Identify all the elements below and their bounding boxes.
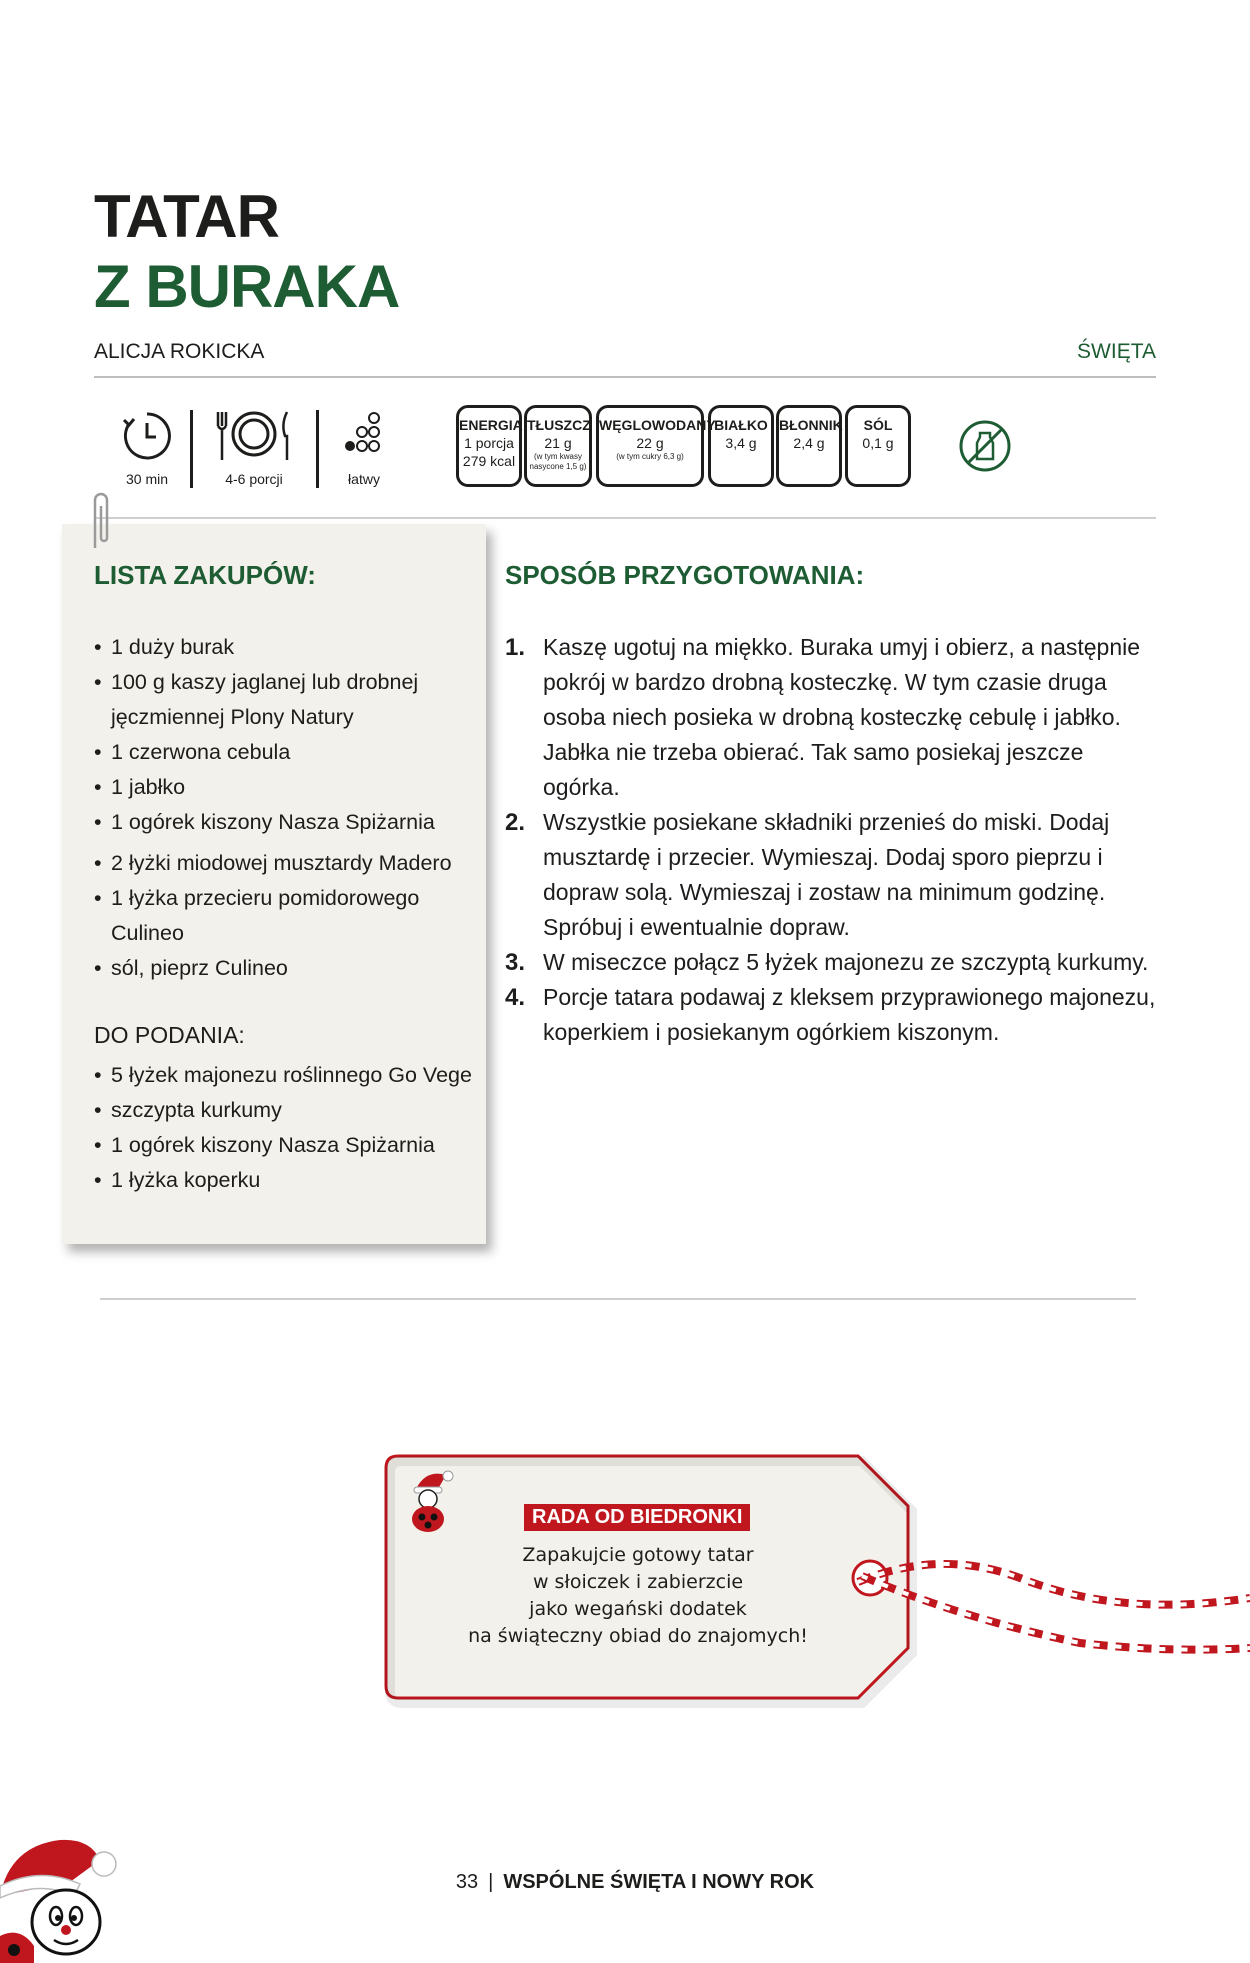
ingredient-item: • 100 g kaszy jaglanej lub drobnej jęczmiennej Plony Natury [94, 665, 474, 735]
divider [94, 517, 1156, 519]
step-number: 2. [505, 809, 526, 836]
nutrition-label: SÓL [863, 417, 893, 433]
difficulty-value: łatwy [348, 471, 380, 487]
nutrition-label: ENERGIA [459, 417, 523, 433]
nutrition-label: WĘGLOWODANY [599, 417, 716, 433]
ingredient-item: • sól, pieprz Culineo [94, 951, 474, 986]
category-label: ŚWIĘTA [1077, 340, 1156, 363]
step-item [505, 805, 1165, 945]
divider [190, 410, 193, 488]
tip-line: jako wegański dodatek [529, 1598, 747, 1620]
nutrition-note: (w tym kwasy nasycone 1,5 g) [529, 452, 587, 471]
plate-icon [212, 410, 296, 462]
divider [100, 1298, 1136, 1300]
ladybug-mascot-icon [0, 1826, 120, 1963]
preparation-heading: SPOSÓB PRZYGOTOWANIA: [505, 560, 865, 590]
divider [316, 410, 319, 488]
portions-meta [212, 410, 296, 487]
nutrition-value: 1 porcja [464, 435, 514, 451]
step-text: Wszystkie posiekane składniki przenieś do miski. Dodaj musztardę i przecier. Wymieszaj. Dodaj sporo pieprzu i dopraw solą. Wymieszaj i zostaw na minimum godzinę. Spróbuj i ewentualnie dopraw. [543, 809, 1110, 940]
nutrition-value: 0,1 g [862, 435, 894, 451]
tip-line: w słoiczek i zabierzcie [532, 1571, 744, 1593]
step-number: 4. [505, 984, 526, 1011]
ingredient-item: • 1 duży burak [94, 630, 474, 665]
ingredient-item: • 1 czerwona cebula [94, 735, 474, 770]
step-item [505, 980, 1165, 1050]
nutrition-value: 2,4 g [793, 435, 825, 451]
tip-line: Zapakujcie gotowy tatar [522, 1544, 754, 1566]
step-text: Porcje tatara podawaj z kleksem przyprawionego majonezu, koperkiem i posiekanym ogórkiem kiszonym. [543, 984, 1156, 1045]
portions-value: 4-6 porcji [225, 471, 283, 487]
ingredient-item: • 2 łyżki miodowej musztardy Madero [94, 846, 474, 881]
tip-line: na świąteczny obiad do znajomych! [468, 1625, 808, 1647]
nutrition-carbs [596, 405, 716, 487]
nutrition-note: (w tym cukry 6,3 g) [616, 452, 684, 461]
nutrition-fiber [776, 405, 842, 487]
time-value: 30 min [125, 471, 169, 487]
divider [94, 376, 1156, 378]
ingredient-item: • 1 łyżka przecieru pomidorowego Culineo [94, 881, 474, 951]
serving-heading: DO PODANIA: [94, 1022, 245, 1048]
tip-text [438, 1542, 838, 1650]
serving-item: • 5 łyżek majonezu roślinnego Go Vege [94, 1058, 474, 1093]
step-item [505, 945, 1165, 980]
author: ALICJA ROKICKA [94, 340, 265, 363]
recipe-title [94, 182, 399, 322]
page-number: 33 [455, 1871, 479, 1893]
page-footer: 33 | WSPÓLNE ŚWIĘTA I NOWY ROK [455, 1871, 815, 1893]
section-title: WSPÓLNE ŚWIĘTA I NOWY ROK [503, 1871, 815, 1893]
serving-item: • 1 ogórek kiszony Nasza Spiżarnia [94, 1128, 474, 1163]
nutrition-value: 22 g [636, 435, 664, 451]
difficulty-icon [342, 410, 386, 462]
shopping-heading: LISTA ZAKUPÓW: [94, 560, 316, 590]
time-meta [112, 410, 182, 487]
step-text: Kaszę ugotuj na miękko. Buraka umyj i obierz, a następnie pokrój w bardzo drobną kosteczkę. W tym czasie druga osoba niech posieka w drobną kosteczkę cebulę i jabłko. Jabłka nie trzeba obierać. Tak samo posiekaj jeszcze ogórka. [543, 634, 1141, 800]
preparation-steps [505, 630, 1165, 1050]
tip-heading: RADA OD BIEDRONKI [524, 1504, 750, 1531]
serving-list [94, 1058, 474, 1198]
paperclip-icon [86, 490, 116, 552]
nutrition-fat [524, 405, 592, 487]
step-text: W miseczce połącz 5 łyżek majonezu ze szczyptą kurkumy. [543, 949, 1149, 975]
nutrition-label: BŁONNIK [779, 417, 843, 433]
ladybug-mascot-icon [402, 1467, 458, 1533]
ingredient-item: • 1 ogórek kiszony Nasza Spiżarnia [94, 805, 474, 840]
nutrition-value: 21 g [544, 435, 572, 451]
serving-item: • szczypta kurkumy [94, 1093, 474, 1128]
serving-item: • 1 łyżka koperku [94, 1163, 474, 1198]
nutrition-label: TŁUSZCZ [527, 417, 591, 433]
ingredient-list [94, 630, 474, 986]
title-line-1: TATAR [94, 183, 279, 250]
no-milk-icon [958, 419, 1012, 473]
nutrition-protein [708, 405, 774, 487]
title-line-2: Z BURAKA [94, 253, 400, 320]
nutrition-value: 3,4 g [725, 435, 757, 451]
clock-icon [121, 410, 173, 462]
step-item [505, 630, 1165, 805]
step-number: 3. [505, 949, 526, 976]
ingredient-item: • 1 jabłko [94, 770, 474, 805]
nutrition-value: 279 kcal [462, 453, 516, 469]
difficulty-meta [336, 410, 392, 487]
nutrition-energy [456, 405, 522, 487]
step-number: 1. [505, 634, 526, 661]
nutrition-salt [845, 405, 911, 487]
nutrition-label: BIAŁKO [714, 417, 768, 433]
